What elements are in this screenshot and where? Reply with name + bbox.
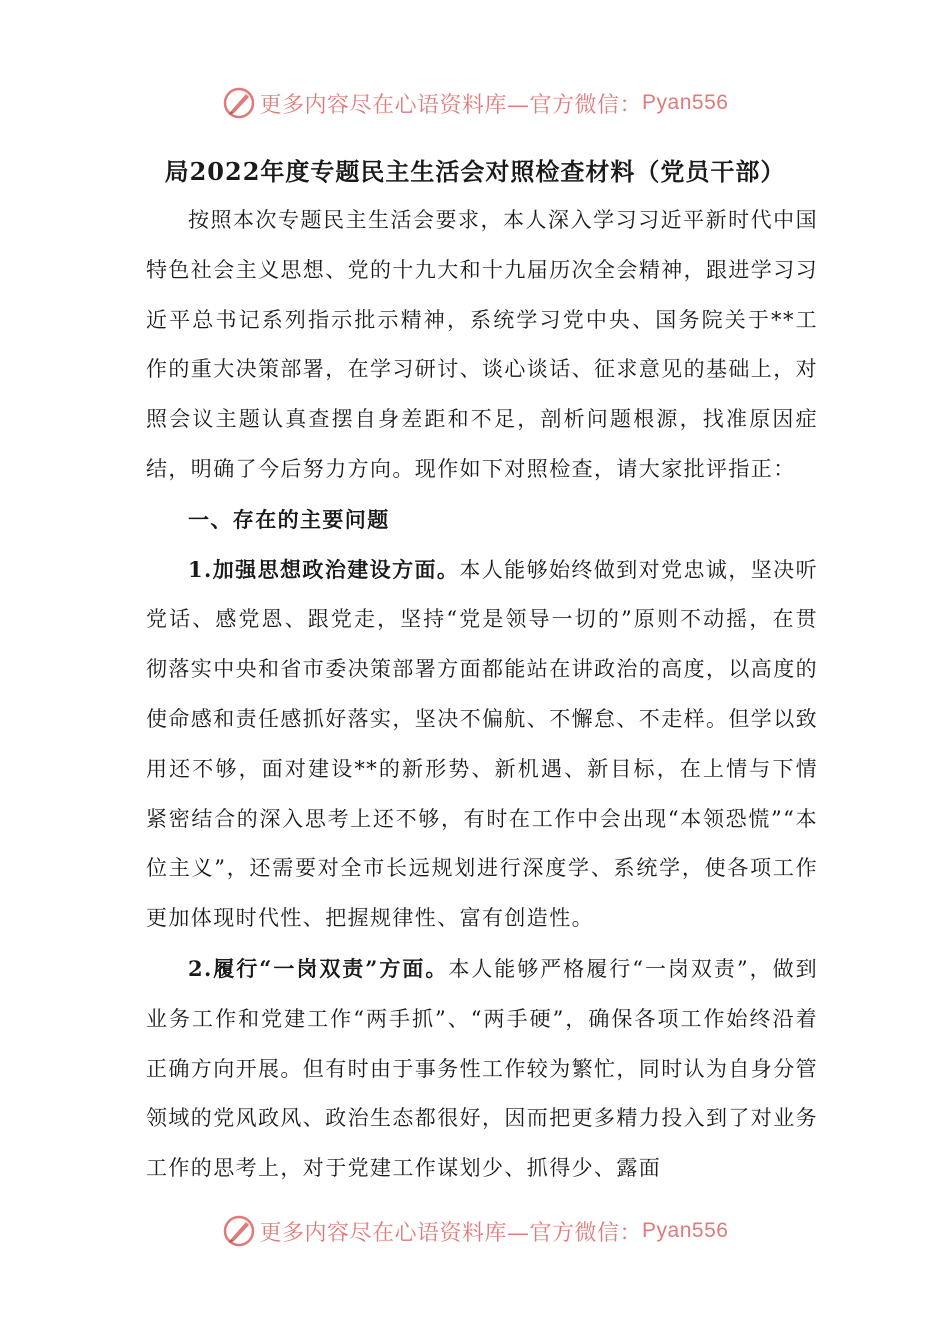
item-2-text: 本人能够严格履行“一岗双责”，做到业务工作和党建工作“两手抓”、“两手硬”，确保各项工作始终沿着正确方向开展。但有时由于事务性工作较为繁忙，同时认为自身分管领域的党风政风、政治生态都很好，因而把更多精力投入到了对业务工作的思考上，对于党建工作谋划少、抓得少、露面 [146, 956, 818, 1181]
item-2-lead: 2.履行“一岗双责”方面。 [188, 955, 449, 981]
section-heading-1: 一、存在的主要问题 [188, 506, 390, 532]
document-title: 局2022年度专题民主生活会对照检查材料（党员干部） [164, 157, 786, 186]
watermark-text: 更多内容尽在心语资料库—官方微信： [259, 1220, 643, 1246]
watermark-wechat-id: Pyan556 [642, 91, 729, 114]
item-2-paragraph [146, 944, 818, 1194]
watermark-wechat-id: Pyan556 [642, 1219, 729, 1242]
watermark-header [0, 83, 950, 123]
pen-logo-icon [222, 1214, 256, 1248]
document-body [146, 196, 818, 1194]
item-1-text: 本人能够始终做到对党忠诚，坚决听党话、感党恩、跟党走，坚持“党是领导一切的”原则不动摇，在贯彻落实中央和省市委决策部署方面都能站在讲政治的高度，以高度的使命感和责任感抓好落实，坚决不偏航、不懈怠、不走样。但学以致用还不够，面对建设**的新形势、新机遇、新目标，在上情与下情紧密结合的深入思考上还不够，有时在工作中会出现“本领恐慌”“本位主义”，还需要对全市长远规划进行深度学、系统学，使各项工作更加体现时代性、把握规律性、富有创造性。 [146, 557, 819, 931]
item-1-paragraph [146, 545, 818, 944]
watermark-text: 更多内容尽在心语资料库—官方微信： [259, 92, 643, 118]
intro-paragraph: 按照本次专题民主生活会要求，本人深入学习习近平新时代中国特色社会主义思想、党的十九大和十九届历次全会精神，跟进学习习近平总书记系列指示批示精神，系统学习党中央、国务院关于**工作的重大决策部署，在学习研讨、谈心谈话、征求意见的基础上，对照会议主题认真查摆自身差距和不足，剖析问题根源，找准原因症结，明确了今后努力方向。现作如下对照检查，请大家批评指正： [146, 208, 818, 481]
item-1-lead: 1.加强思想政治建设方面。 [188, 556, 460, 582]
pen-logo-icon [222, 86, 256, 120]
watermark-footer [0, 1211, 950, 1251]
